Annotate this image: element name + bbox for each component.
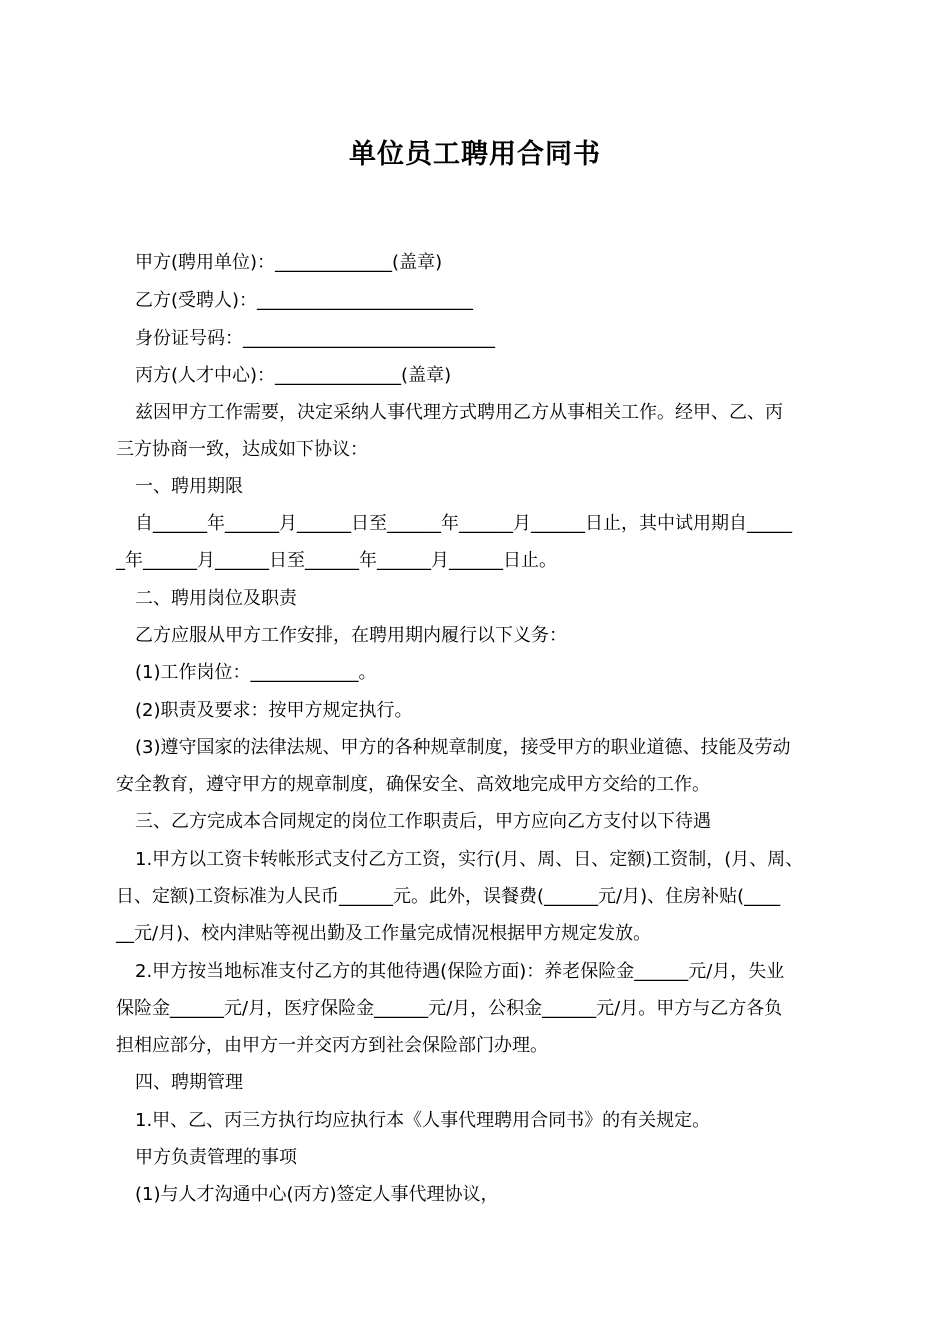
- compensation-item-1-line-3: __元/月)、校内津贴等视出勤及工作量完成情况根据甲方规定发放。: [116, 923, 652, 944]
- section-heading-term: 一、聘用期限: [135, 476, 243, 497]
- party-c-line: 丙方(人才中心)：______________(盖章): [135, 365, 452, 386]
- term-line-2: _年______月______日至______年______月______日止。: [116, 550, 557, 571]
- section-heading-management: 四、聘期管理: [135, 1072, 243, 1093]
- position-item-3-line-1: (3)遵守国家的法律法规、甲方的各种规章制度，接受甲方的职业道德、技能及劳动: [135, 737, 791, 758]
- section-heading-position: 二、聘用岗位及职责: [135, 588, 297, 609]
- management-item-1: 1.甲、乙、丙三方执行均应执行本《人事代理聘用合同书》的有关规定。: [135, 1110, 711, 1131]
- compensation-item-2-line-2: 保险金______元/月，医疗保险金______元/月，公积金______元/月。甲方与乙方各负: [116, 998, 783, 1019]
- preamble-line-2: 三方协商一致，达成如下协议：: [116, 439, 368, 460]
- party-b-line: 乙方(受聘人)：________________________: [135, 290, 474, 311]
- position-item-2: (2)职责及要求：按甲方规定执行。: [135, 700, 413, 721]
- compensation-item-2-line-3: 担相应部分，由甲方一并交丙方到社会保险部门办理。: [116, 1035, 548, 1056]
- position-item-3-line-2: 安全教育，遵守甲方的规章制度，确保安全、高效地完成甲方交给的工作。: [116, 774, 710, 795]
- id-number-line: 身份证号码：____________________________: [135, 328, 495, 349]
- preamble-line-1: 兹因甲方工作需要，决定采纳人事代理方式聘用乙方从事相关工作。经甲、乙、丙: [135, 402, 783, 423]
- document-title: 单位员工聘用合同书: [349, 139, 601, 170]
- position-intro-line: 乙方应服从甲方工作安排，在聘用期内履行以下义务：: [135, 625, 567, 646]
- management-party-a-heading: 甲方负责管理的事项: [135, 1147, 297, 1168]
- management-party-a-item-1: (1)与人才沟通中心(丙方)签定人事代理协议，: [135, 1184, 499, 1205]
- section-heading-compensation: 三、乙方完成本合同规定的岗位工作职责后，甲方应向乙方支付以下待遇: [135, 811, 711, 832]
- compensation-item-1-line-2: 日、定额)工资标准为人民币______元。此外，误餐费(______元/月)、住房补贴(____: [116, 886, 781, 907]
- compensation-item-2-line-1: 2.甲方按当地标准支付乙方的其他待遇(保险方面)：养老保险金______元/月，失业: [135, 961, 785, 982]
- term-line-1: 自______年______月______日至______年______月______日止，其中试用期自_____: [135, 513, 792, 534]
- party-a-line: 甲方(聘用单位)：_____________(盖章): [135, 252, 443, 273]
- compensation-item-1-line-1: 1.甲方以工资卡转帐形式支付乙方工资，实行(月、周、日、定额)工资制，(月、周、: [135, 849, 804, 870]
- position-item-1: (1)工作岗位：____________。: [135, 662, 377, 683]
